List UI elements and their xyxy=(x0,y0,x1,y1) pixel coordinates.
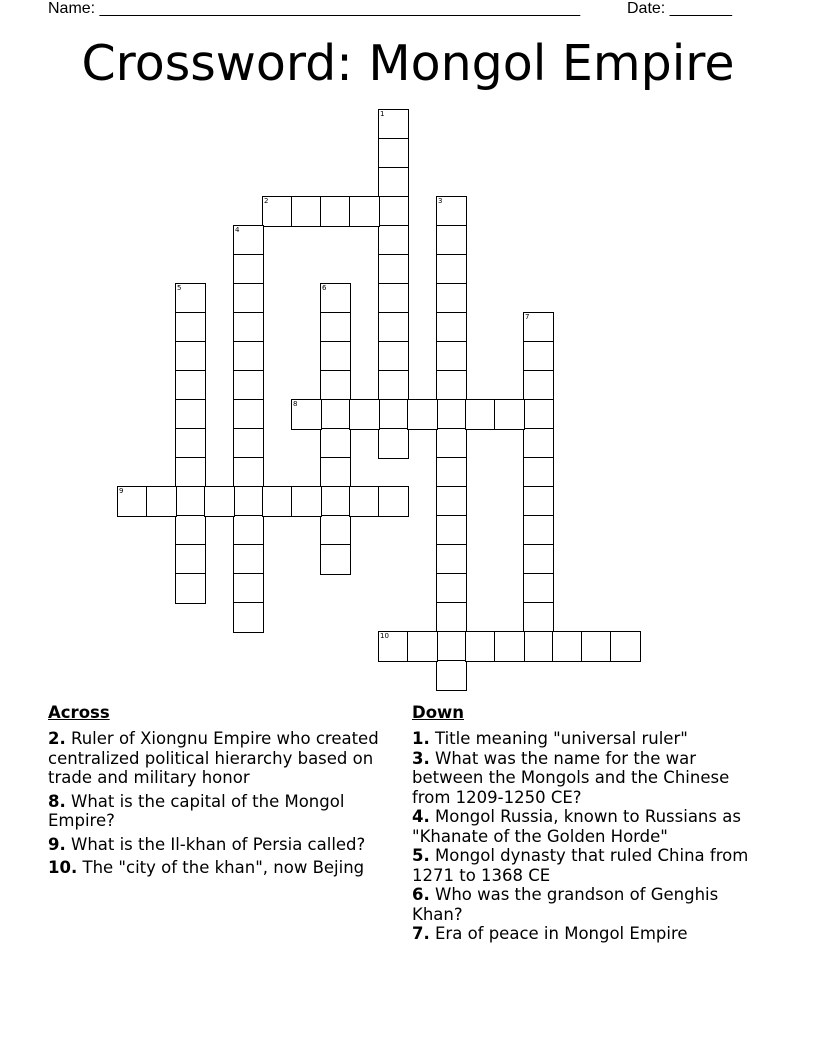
grid-cell[interactable] xyxy=(320,428,351,459)
grid-cell[interactable] xyxy=(320,515,351,546)
grid-cell[interactable] xyxy=(291,196,322,227)
grid-cell[interactable] xyxy=(233,312,264,343)
down-clue xyxy=(412,807,762,846)
grid-cell[interactable] xyxy=(436,283,467,314)
grid-cell[interactable] xyxy=(291,486,322,517)
grid-cell[interactable] xyxy=(320,312,351,343)
grid-cell[interactable] xyxy=(233,225,264,256)
grid-cell[interactable] xyxy=(436,312,467,343)
grid-cell[interactable] xyxy=(233,399,264,430)
grid-cell[interactable] xyxy=(378,283,409,314)
down-clue xyxy=(412,924,762,944)
clue-number: 8. xyxy=(48,791,66,811)
grid-cell[interactable] xyxy=(233,428,264,459)
grid-cell[interactable] xyxy=(233,283,264,314)
grid-cell[interactable] xyxy=(523,573,554,604)
grid-cell[interactable] xyxy=(233,573,264,604)
grid-cell[interactable] xyxy=(523,631,554,662)
clue-number-label: 2 xyxy=(264,197,269,205)
across-clue xyxy=(48,729,400,788)
clue-number: 6. xyxy=(412,885,430,904)
down-heading: Down xyxy=(412,703,465,722)
clue-number: 5. xyxy=(412,846,430,865)
clue-number-label: 8 xyxy=(293,400,298,408)
grid-cell[interactable] xyxy=(175,370,206,401)
grid-cell[interactable] xyxy=(523,486,554,517)
grid-cell[interactable] xyxy=(262,196,293,227)
grid-cell[interactable] xyxy=(436,515,467,546)
grid-cell[interactable] xyxy=(320,486,351,517)
clue-number: 4. xyxy=(412,807,430,826)
grid-cell[interactable] xyxy=(378,109,409,140)
grid-cell[interactable] xyxy=(378,631,409,662)
across-heading: Across xyxy=(48,703,110,722)
grid-cell[interactable] xyxy=(175,544,206,575)
grid-cell[interactable] xyxy=(523,312,554,343)
clue-text: Era of peace in Mongol Empire xyxy=(435,924,688,943)
grid-cell[interactable] xyxy=(378,312,409,343)
grid-cell[interactable] xyxy=(349,196,380,227)
grid-cell[interactable] xyxy=(436,399,467,430)
grid-cell[interactable] xyxy=(378,399,409,430)
grid-cell[interactable] xyxy=(233,515,264,546)
grid-cell[interactable] xyxy=(436,631,467,662)
grid-cell[interactable] xyxy=(436,428,467,459)
clue-number: 3. xyxy=(412,748,430,768)
grid-cell[interactable] xyxy=(378,341,409,372)
grid-cell[interactable] xyxy=(523,428,554,459)
grid-cell[interactable] xyxy=(175,399,206,430)
grid-cell[interactable] xyxy=(320,370,351,401)
grid-cell[interactable] xyxy=(465,399,496,430)
grid-cell[interactable] xyxy=(378,428,409,459)
grid-cell[interactable] xyxy=(523,370,554,401)
grid-cell[interactable] xyxy=(262,486,293,517)
grid-cell[interactable] xyxy=(610,631,641,662)
grid-cell[interactable] xyxy=(175,515,206,546)
grid-cell[interactable] xyxy=(523,515,554,546)
grid-cell[interactable] xyxy=(436,457,467,488)
across-clue xyxy=(48,835,400,855)
clue-number: 9. xyxy=(48,834,66,854)
grid-cell[interactable] xyxy=(523,341,554,372)
grid-cell[interactable] xyxy=(378,138,409,169)
clue-text: What is the capital of the Mongol Empire? xyxy=(48,791,345,830)
name-field-label: Name: ______________________________________________________ xyxy=(48,0,581,17)
grid-cell[interactable] xyxy=(175,457,206,488)
grid-cell[interactable] xyxy=(523,457,554,488)
grid-cell[interactable] xyxy=(320,399,351,430)
grid-cell[interactable] xyxy=(436,341,467,372)
grid-cell[interactable] xyxy=(378,167,409,198)
down-clue xyxy=(412,729,762,749)
grid-cell[interactable] xyxy=(436,486,467,517)
grid-cell[interactable] xyxy=(378,486,409,517)
grid-cell[interactable] xyxy=(407,631,438,662)
grid-cell[interactable] xyxy=(407,399,438,430)
grid-cell[interactable] xyxy=(494,631,525,662)
clue-number-label: 1 xyxy=(380,110,385,118)
clue-text: Title meaning "universal ruler" xyxy=(435,729,688,748)
grid-cell[interactable] xyxy=(349,399,380,430)
grid-cell[interactable] xyxy=(233,457,264,488)
grid-cell[interactable] xyxy=(146,486,177,517)
clue-number: 10. xyxy=(48,858,78,877)
grid-cell[interactable] xyxy=(581,631,612,662)
grid-cell[interactable] xyxy=(378,254,409,285)
clue-text: Mongol dynasty that ruled China from 1271 to 1368 CE xyxy=(412,846,749,885)
clue-number-label: 10 xyxy=(380,632,389,640)
clue-number-label: 6 xyxy=(322,284,327,292)
down-clue xyxy=(412,846,762,885)
grid-cell[interactable] xyxy=(465,631,496,662)
across-clue xyxy=(48,858,400,878)
grid-cell[interactable] xyxy=(436,196,467,227)
grid-cell[interactable] xyxy=(349,486,380,517)
grid-cell[interactable] xyxy=(204,486,235,517)
grid-cell[interactable] xyxy=(523,602,554,633)
down-clue xyxy=(412,885,762,924)
clue-number-label: 5 xyxy=(177,284,182,292)
grid-cell[interactable] xyxy=(233,602,264,633)
down-clue xyxy=(412,749,762,808)
clue-number: 7. xyxy=(412,924,430,943)
clue-number-label: 7 xyxy=(525,313,530,321)
grid-cell[interactable] xyxy=(320,196,351,227)
grid-cell[interactable] xyxy=(175,486,206,517)
grid-cell[interactable] xyxy=(233,544,264,575)
clue-text: What was the name for the war between the Mongols and the Chinese from 1209-1250 CE? xyxy=(412,748,730,807)
grid-cell[interactable] xyxy=(523,399,554,430)
grid-cell[interactable] xyxy=(378,225,409,256)
clue-text: Mongol Russia, known to Russians as "Khanate of the Golden Horde" xyxy=(412,807,741,846)
date-field-label: Date: _______ xyxy=(627,0,732,17)
grid-cell[interactable] xyxy=(436,225,467,256)
grid-cell[interactable] xyxy=(320,341,351,372)
clue-text: Who was the grandson of Genghis Khan? xyxy=(412,885,719,924)
grid-cell[interactable] xyxy=(233,486,264,517)
clue-number: 1. xyxy=(412,729,430,748)
page-title: Crossword: Mongol Empire xyxy=(81,35,735,92)
grid-cell[interactable] xyxy=(175,341,206,372)
clue-number-label: 4 xyxy=(235,226,240,234)
across-clue xyxy=(48,792,400,831)
grid-cell[interactable] xyxy=(378,370,409,401)
clue-text: Ruler of Xiongnu Empire who created centralized political hierarchy based on trade and military honor xyxy=(48,729,379,787)
grid-cell[interactable] xyxy=(523,544,554,575)
grid-cell[interactable] xyxy=(291,399,322,430)
grid-cell[interactable] xyxy=(436,660,467,691)
grid-cell[interactable] xyxy=(175,312,206,343)
grid-cell[interactable] xyxy=(436,573,467,604)
grid-cell[interactable] xyxy=(233,341,264,372)
grid-cell[interactable] xyxy=(175,283,206,314)
grid-cell[interactable] xyxy=(320,457,351,488)
grid-cell[interactable] xyxy=(378,196,409,227)
clue-number: 2. xyxy=(48,729,66,748)
grid-cell[interactable] xyxy=(552,631,583,662)
grid-cell[interactable] xyxy=(436,544,467,575)
grid-cell[interactable] xyxy=(117,486,148,517)
across-clues xyxy=(48,703,400,882)
grid-cell[interactable] xyxy=(320,544,351,575)
grid-cell[interactable] xyxy=(233,370,264,401)
clue-number-label: 3 xyxy=(438,197,443,205)
grid-cell[interactable] xyxy=(436,254,467,285)
grid-cell[interactable] xyxy=(175,428,206,459)
clue-text: What is the Il-khan of Persia called? xyxy=(71,834,366,854)
grid-cell[interactable] xyxy=(436,370,467,401)
clue-text: The "city of the khan", now Bejing xyxy=(82,858,365,877)
grid-cell[interactable] xyxy=(175,573,206,604)
grid-cell[interactable] xyxy=(233,254,264,285)
grid-cell[interactable] xyxy=(320,283,351,314)
grid-cell[interactable] xyxy=(436,602,467,633)
clue-number-label: 9 xyxy=(119,487,124,495)
down-clues xyxy=(412,703,762,944)
grid-cell[interactable] xyxy=(494,399,525,430)
